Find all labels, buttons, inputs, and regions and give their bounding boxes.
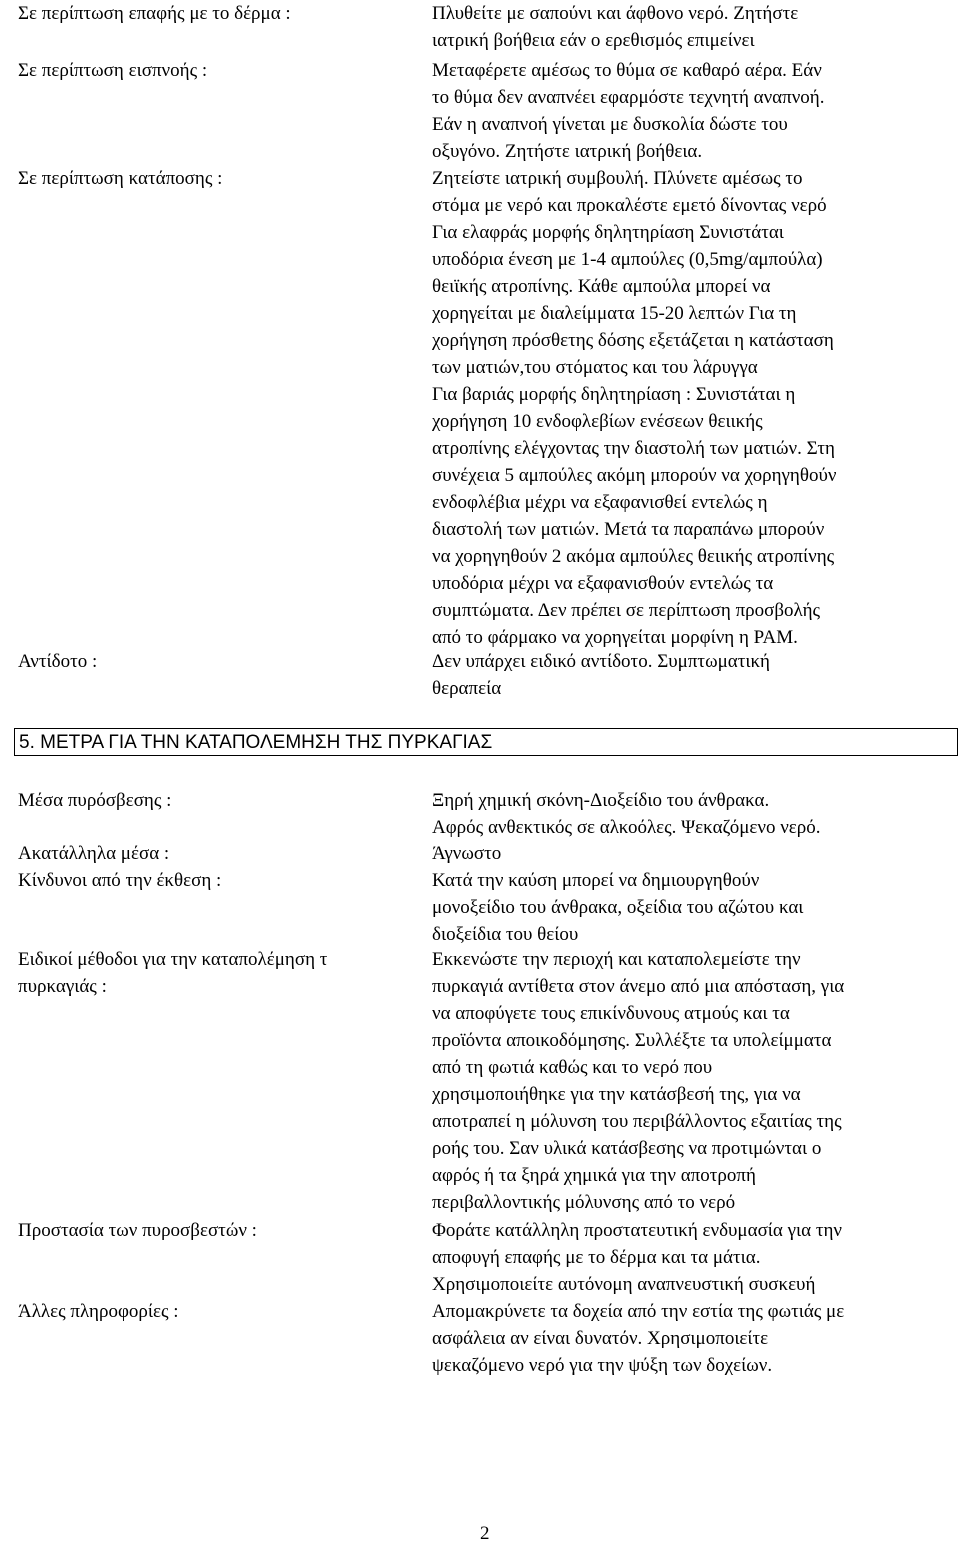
unsuitable-media-text [432, 840, 940, 867]
text-line: να χορηγηθούν 2 ακόμα αμπούλες θειικής ατροπίνης [432, 546, 835, 567]
text-line: στόμα με νερό και προκαλέστε εμετό δίνοντας νερό [432, 195, 827, 216]
page-number: 2 [480, 1523, 490, 1544]
exposure-hazards-text [432, 867, 940, 948]
text-line: Άγνωστο [432, 843, 502, 864]
firefighter-protection-text [432, 1217, 940, 1298]
antidote-text [432, 648, 940, 702]
special-methods-label-line2: πυρκαγιάς : [18, 976, 107, 997]
text-line: το θύμα δεν αναπνέει εφαρμόστε τεχνητή αναπνοή. [432, 87, 825, 108]
text-line: διαστολή των ματιών. Μετά τα παραπάνω μπορούν [432, 519, 825, 540]
section-heading: 5. ΜΕΤΡΑ ΓΙΑ ΤΗΝ ΚΑΤΑΠΟΛΕΜΗΣΗ ΤΗΣ ΠΥΡΚΑΓΙΑΣ [19, 732, 493, 753]
text-line: θεραπεία [432, 678, 502, 699]
text-line: ατροπίνης ελέγχοντας την διαστολή των ματιών. Στη [432, 438, 835, 459]
text-line: συνέχεια 5 αμπούλες ακόμη μπορούν να χορηγηθούν [432, 465, 837, 486]
antidote-label: Αντίδοτο : [18, 651, 98, 672]
text-line: αποφυγή επαφής με το δέρμα και τα μάτια. [432, 1247, 761, 1268]
text-line: ασφάλεια αν είναι δυνατόν. Χρησιμοποιείτε [432, 1328, 769, 1349]
inhalation-label: Σε περίπτωση εισπνοής : [18, 60, 208, 81]
text-line: από το φάρμακο να χορηγείται μορφίνη η PAM. [432, 627, 798, 648]
text-line: προϊόντα αποικοδόμησης. Συλλέξτε τα υπολείμματα [432, 1030, 832, 1051]
text-line: χορηγείται με διαλείμματα 15-20 λεπτών Για τη [432, 303, 797, 324]
special-methods-label [18, 946, 418, 1000]
text-line: να αποφύγετε τους επικίνδυνους ατμούς και τα [432, 1003, 790, 1024]
text-line: διοξείδια του θείου [432, 924, 579, 945]
text-line: Εκκενώστε την περιοχή και καταπολεμείστε την [432, 949, 801, 970]
other-info-text [432, 1298, 940, 1379]
text-line: ιατρική βοήθεια εάν ο ερεθισμός επιμείνει [432, 30, 755, 51]
text-line: ενδοφλέβια μέχρι να εξαφανισθεί εντελώς η [432, 492, 768, 513]
skin-contact-label: Σε περίπτωση επαφής με το δέρμα : [18, 3, 291, 24]
text-line: αποτραπεί η μόλυνση του περιβάλλοντος εξαιτίας της [432, 1111, 842, 1132]
text-line: περιβαλλοντικής μόλυνσης από το νερό [432, 1192, 736, 1213]
ingestion-label: Σε περίπτωση κατάποσης : [18, 168, 223, 189]
text-line: Απομακρύνετε τα δοχεία από την εστία της φωτιάς με [432, 1301, 845, 1322]
ingestion-text [432, 165, 940, 651]
text-line: ψεκαζόμενο νερό για την ψύξη των δοχείων. [432, 1355, 773, 1376]
text-line: των ματιών,του στόματος και του λάρυγγα [432, 357, 758, 378]
section-heading-box [14, 728, 958, 756]
text-line: Μεταφέρετε αμέσως το θύμα σε καθαρό αέρα. Εάν [432, 60, 822, 81]
exposure-hazards-label: Κίνδυνοι από την έκθεση : [18, 870, 222, 891]
unsuitable-media-label: Ακατάλληλα μέσα : [18, 843, 170, 864]
text-line: από τη φωτιά καθώς και το νερό που [432, 1057, 713, 1078]
skin-contact-text [432, 0, 940, 54]
text-line: Κατά την καύση μπορεί να δημιουργηθούν [432, 870, 760, 891]
text-line: Εάν η αναπνοή γίνεται με δυσκολία δώστε του [432, 114, 788, 135]
text-line: υποδόρια ένεση με 1-4 αμπούλες (0,5mg/αμπούλα) [432, 249, 823, 270]
text-line: χρησιμοποιήθηκε για την κατάσβεσή της, για να [432, 1084, 801, 1105]
other-info-label: Άλλες πληροφορίες : [18, 1301, 179, 1322]
text-line: Ξηρή χημική σκόνη-Διοξείδιο του άνθρακα. [432, 790, 770, 811]
text-line: Για ελαφράς μορφής δηλητηρίαση Συνιστάται [432, 222, 784, 243]
text-line: Δεν υπάρχει ειδικό αντίδοτο. Συμπτωματική [432, 651, 770, 672]
text-line: χορήγηση 10 ενδοφλεβίων ενέσεων θειικής [432, 411, 763, 432]
text-line: υποδόρια μέχρι να εξαφανισθούν εντελώς τα [432, 573, 774, 594]
extinguishing-media-text [432, 787, 940, 841]
special-methods-label-line1: Ειδικοί μέθοδοι για την καταπολέμηση τ [18, 949, 328, 970]
text-line: Πλυθείτε με σαπούνι και άφθονο νερό. Ζητήστε [432, 3, 799, 24]
firefighter-protection-label: Προστασία των πυροσβεστών : [18, 1220, 257, 1241]
special-methods-text [432, 946, 940, 1216]
text-line: μονοξείδιο του άνθρακα, οξείδια του αζώτου και [432, 897, 804, 918]
text-line: Φοράτε κατάλληλη προστατευτική ενδυμασία για την [432, 1220, 843, 1241]
text-line: Για βαριάς μορφής δηλητηρίαση : Συνιστάται η [432, 384, 796, 405]
text-line: αφρός ή τα ξηρά χημικά για την αποτροπή [432, 1165, 756, 1186]
extinguishing-media-label: Μέσα πυρόσβεσης : [18, 790, 172, 811]
text-line: θειϊκής ατροπίνης. Κάθε αμπούλα μπορεί να [432, 276, 771, 297]
text-line: οξυγόνο. Ζητήστε ιατρική βοήθεια. [432, 141, 703, 162]
text-line: Ζητείστε ιατρική συμβουλή. Πλύνετε αμέσως το [432, 168, 803, 189]
text-line: συμπτώματα. Δεν πρέπει σε περίπτωση προσβολής [432, 600, 821, 621]
text-line: χορήγηση πρόσθετης δόσης εξετάζεται η κατάσταση [432, 330, 834, 351]
text-line: Αφρός ανθεκτικός σε αλκοόλες. Ψεκαζόμενο νερό. [432, 817, 821, 838]
text-line: πυρκαγιά αντίθετα στον άνεμο από μια απόσταση, για [432, 976, 845, 997]
text-line: Χρησιμοποιείτε αυτόνομη αναπνευστική συσκευή [432, 1274, 816, 1295]
text-line: ροής του. Σαν υλικά κατάσβεσης να προτιμώνται ο [432, 1138, 822, 1159]
inhalation-text [432, 57, 940, 165]
